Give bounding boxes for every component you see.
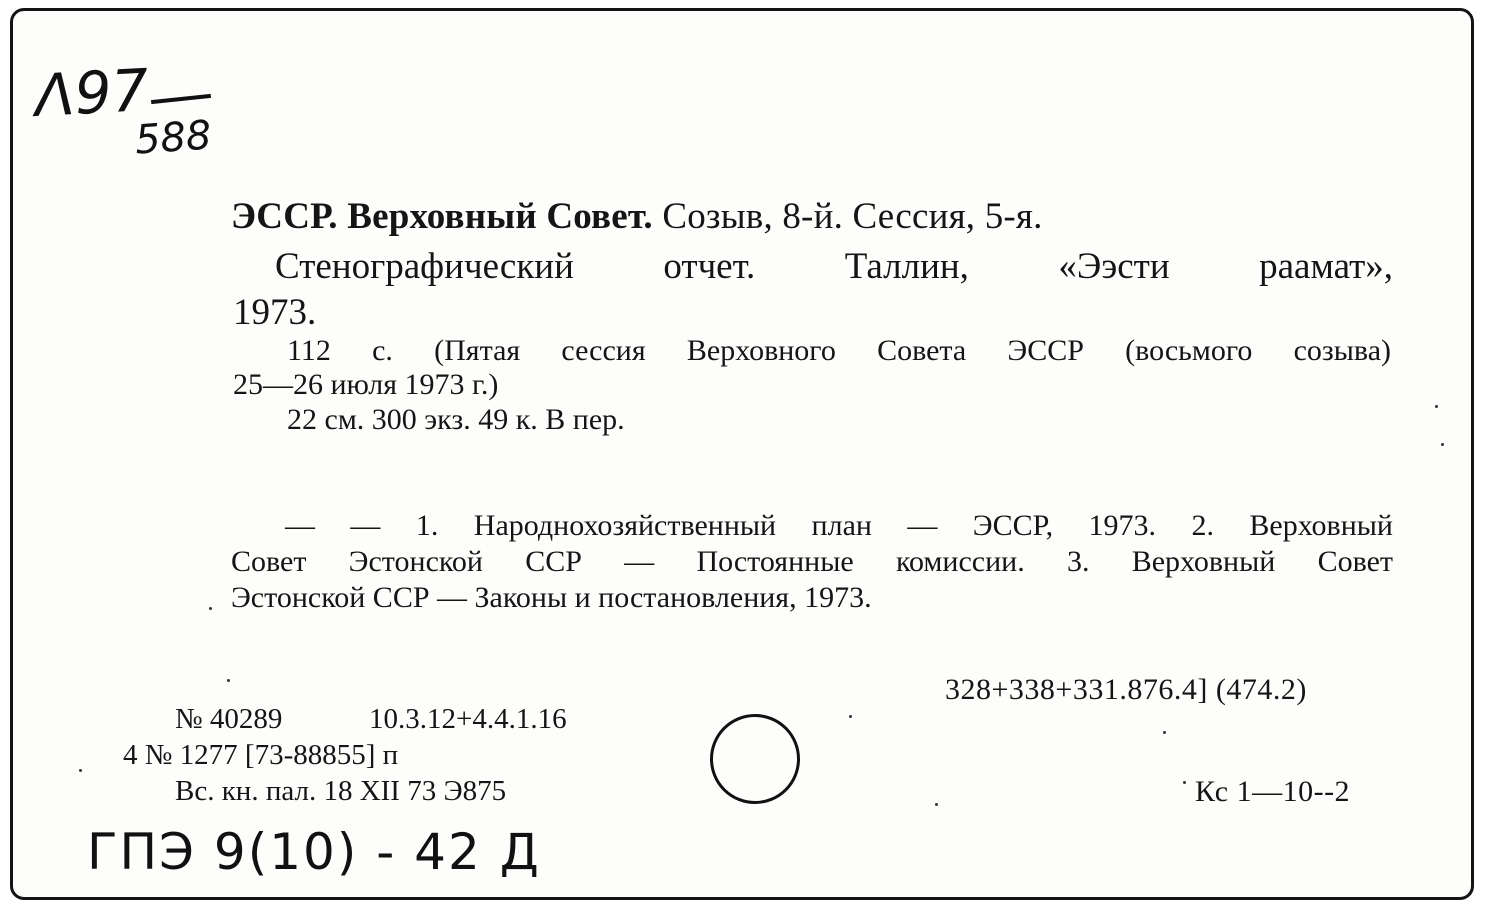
- record-heading: [231, 195, 1043, 238]
- punch-hole-circle: [710, 714, 800, 804]
- speck: [79, 769, 82, 772]
- registration-class-code: 10.3.12+4.4.1.16: [369, 703, 567, 735]
- record-year: 1973.: [233, 292, 317, 333]
- speck: [849, 715, 852, 718]
- speck: [1435, 405, 1438, 408]
- card-code: Кс 1—10--2: [1195, 775, 1351, 808]
- speck: [1163, 731, 1166, 734]
- classification-index: 328+338+331.876.4] (474.2): [945, 673, 1307, 706]
- handwritten-call-number-bottom: 588: [133, 112, 213, 164]
- record-title-line: Стенографический отчет. Таллин, «Ээсти раамат»,: [275, 246, 1393, 287]
- handwritten-call-number-top: Λ97: [33, 56, 151, 130]
- record-pagination-cont: 25—26 июля 1973 г.): [233, 368, 499, 401]
- speck: [935, 803, 938, 806]
- speck: [1441, 443, 1444, 446]
- record-pagination: 112 с. (Пятая сессия Верховного Совета ЭССР (восьмого созыва): [287, 334, 1391, 367]
- record-heading-main: ЭССР. Верховный Совет.: [231, 196, 653, 237]
- record-heading-rest: Созыв, 8-й. Сессия, 5-я.: [662, 196, 1043, 237]
- registration-line: 4 № 1277 [73-88855] п: [123, 739, 399, 771]
- handwritten-shelf-mark: ГПЭ 9(10) - 42 Д: [87, 823, 541, 881]
- record-subject-line: Эстонской ССР — Законы и постановления, 1973.: [231, 581, 872, 614]
- record-physical-description: 22 см. 300 экз. 49 к. В пер.: [287, 403, 625, 436]
- registration-number: № 40289: [175, 703, 283, 735]
- speck: [227, 679, 230, 682]
- record-subject-line: Совет Эстонской ССР — Постоянные комиссии. 3. Верховный Совет: [231, 545, 1393, 578]
- speck: [1183, 781, 1186, 784]
- handwritten-underline: [151, 94, 211, 104]
- record-subject-line: — — 1. Народнохозяйственный план — ЭССР, 1973. 2. Верховный: [285, 509, 1393, 542]
- catalog-card: [10, 8, 1474, 900]
- speck: [209, 607, 212, 610]
- registration-line: Вс. кн. пал. 18 XII 73 Э875: [175, 775, 507, 807]
